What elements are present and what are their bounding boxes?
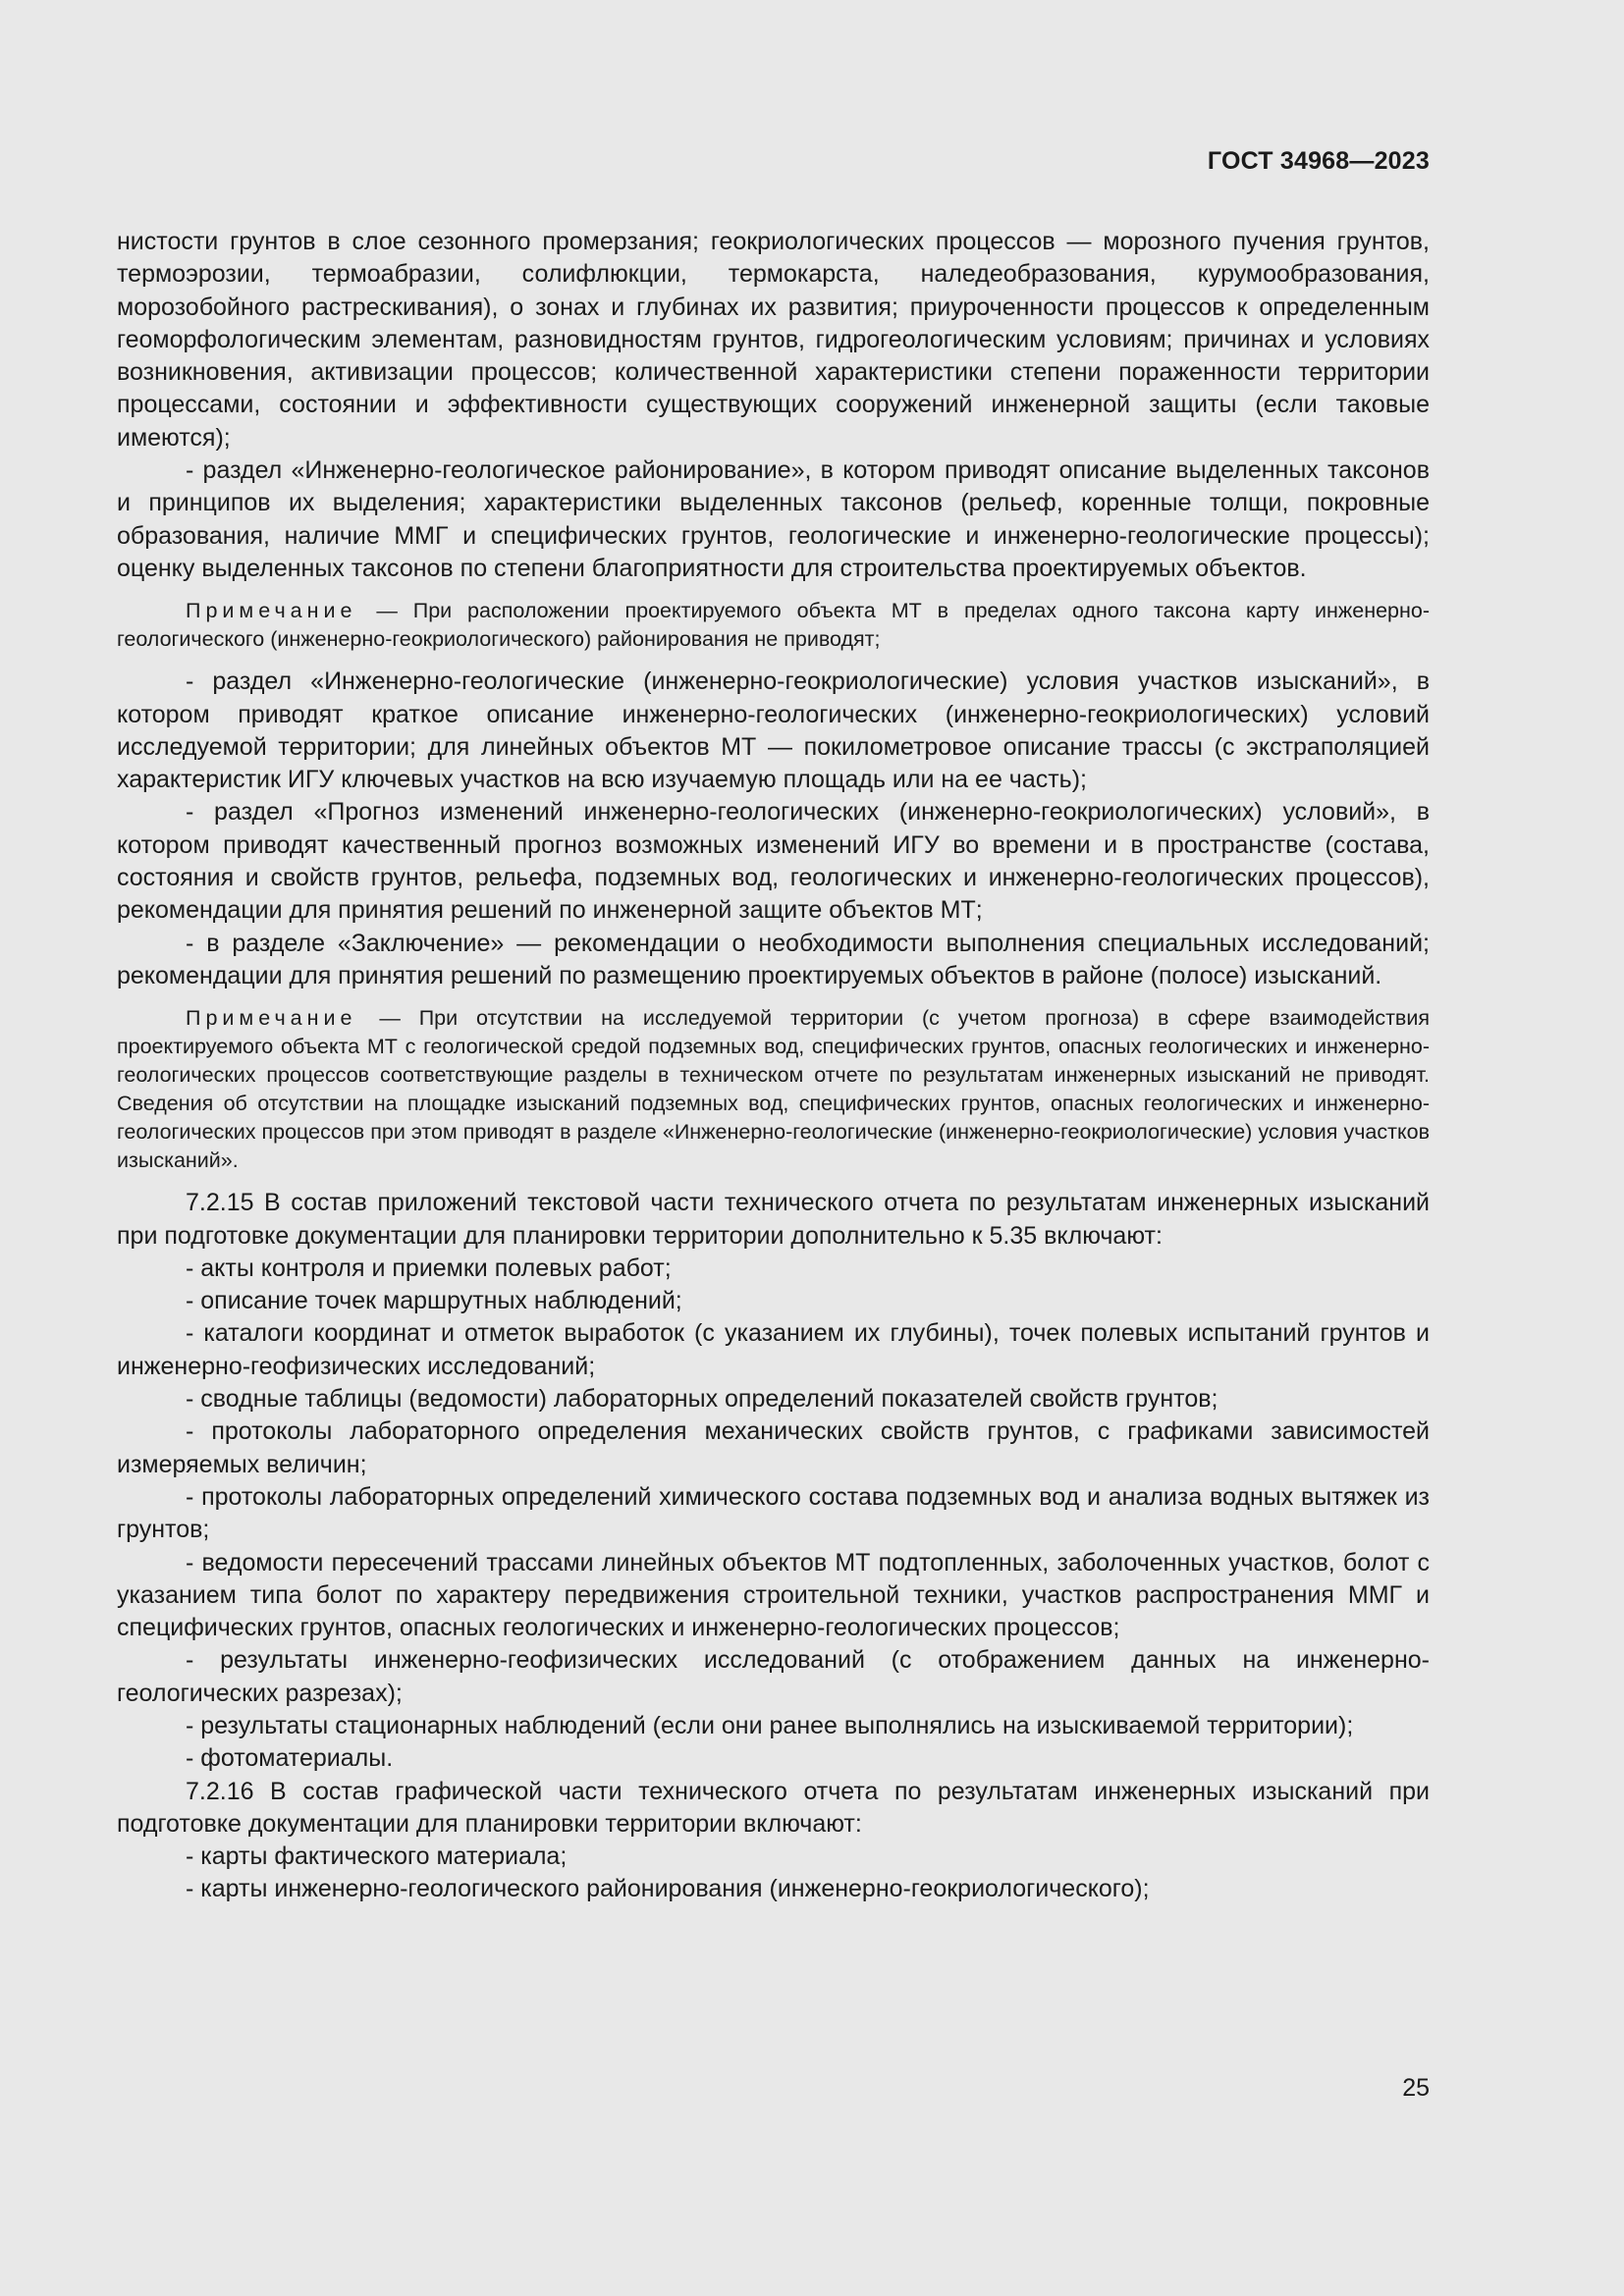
body-paragraph: - результаты стационарных наблюдений (если они ранее выполнялись на изыскиваемой территории); (186, 1711, 1354, 1739)
document-header: ГОСТ 34968—2023 (1207, 147, 1430, 175)
page-number: 25 (1402, 2074, 1430, 2102)
body-paragraph: - раздел «Прогноз изменений инженерно-геологических (инженерно-геокриологических) условий», в котором приводят качественный прогноз возможных изменений ИГУ во времени и в пространстве (состава, состояния и свойств грунтов, рельефа, подземных вод, геологических и инженерно-геологических процессов), рекомендации для принятия решений по инженерной защите объектов МТ; (117, 798, 1430, 925)
note-paragraph (117, 1004, 1430, 1175)
body-paragraph: - акты контроля и приемки полевых работ; (186, 1254, 672, 1282)
body-paragraph: - карты фактического материала; (186, 1842, 568, 1871)
body-paragraph: - протоколы лабораторных определений химического состава подземных вод и анализа водных вытяжек из грунтов; (117, 1482, 1430, 1544)
body-paragraph: - в разделе «Заключение» — рекомендации о необходимости выполнения специальных исследований; рекомендации для принятия решений по размещению проектируемых объектов в районе (полосе) изысканий. (117, 929, 1430, 989)
note-label: Примечание (186, 599, 357, 623)
body-paragraph: - результаты инженерно-геофизических исследований (с отображением данных на инженерно-геологических разрезах); (117, 1646, 1430, 1707)
body-paragraph: - карты инженерно-геологического районирования (инженерно-геокриологического); (186, 1875, 1150, 1903)
note-text: — При расположении проектируемого объекта МТ в пределах одного таксона карту инженерно-геологического (инженерно-геокриологического) районирования не приводят; (117, 599, 1430, 652)
body-paragraph: - протоколы лабораторного определения механических свойств грунтов, с графиками зависимостей измеряемых величин; (117, 1417, 1430, 1478)
body-paragraph: - раздел «Инженерно-геологическое районирование», в котором приводят описание выделенных таксонов и принципов их выделения; характеристики выделенных таксонов (рельеф, коренные толщи, покровные образования, наличие ММГ и специфических грунтов, геологические и инженерно-геологические процессы); оценку выделенных таксонов по степени благоприятности для строительства проектируемых объектов. (117, 456, 1430, 582)
body-paragraph: - фотоматериалы. (186, 1744, 394, 1773)
body-paragraph: - описание точек маршрутных наблюдений; (186, 1287, 682, 1315)
note-text: — При отсутствии на исследуемой территории (с учетом прогноза) в сфере взаимодействия проектируемого объекта МТ с геологической средой подземных вод, специфических грунтов, опасных геологических и инженерно-геологических процессов соответствующие разделы в техническом отчете по результатам инженерных изысканий не приводят. Сведения об отсутствии на площадке изысканий подземных вод, специфических грунтов, опасных геологических и инженерно-геологических процессов при этом приводят в разделе «Инженерно-геологические (инженерно-геокриологические) условия участков изысканий». (117, 1006, 1430, 1173)
body-paragraph: - раздел «Инженерно-геологические (инженерно-геокриологические) условия участков изысканий», в котором приводят краткое описание инженерно-геологических (инженерно-геокриологических) условий исследуемой территории; для линейных объектов МТ — покилометровое описание трассы (с экстраполяцией характеристик ИГУ ключевых участков на всю изучаемую площадь или на ее часть); (117, 667, 1430, 794)
body-paragraph: - ведомости пересечений трассами линейных объектов МТ подтопленных, заболоченных участков, болот с указанием типа болот по характеру передвижения строительной техники, участков распространения ММГ и специфических грунтов, опасных геологических и инженерно-геологических процессов; (117, 1548, 1430, 1642)
document-body (117, 226, 1430, 1906)
body-paragraph: 7.2.15 В состав приложений текстовой части технического отчета по результатам инженерных изысканий при подготовке документации для планировки территории дополнительно к 5.35 включают: (117, 1189, 1430, 1250)
body-paragraph: нистости грунтов в слое сезонного промерзания; геокриологических процессов — морозного пучения грунтов, термоэрозии, термоабразии, солифлюкции, термокарста, наледеобразования, курумообразования, морозобойного растрескивания), о зонах и глубинах их развития; приуроченности процессов к определенным геоморфологическим элементам, разновидностям грунтов, гидрогеологическим условиям; причинах и условиях возникновения, активизации процессов; количественной характеристики степени пораженности территории процессами, состоянии и эффективности существующих сооружений инженерной защиты (если таковые имеются); (117, 228, 1430, 452)
body-paragraph: 7.2.16 В состав графической части технического отчета по результатам инженерных изысканий при подготовке документации для планировки территории включают: (117, 1777, 1430, 1838)
body-paragraph: - каталоги координат и отметок выработок (с указанием их глубины), точек полевых испытаний грунтов и инженерно-геофизических исследований; (117, 1319, 1430, 1380)
note-paragraph (117, 597, 1430, 654)
body-paragraph: - сводные таблицы (ведомости) лабораторных определений показателей свойств грунтов; (186, 1385, 1218, 1414)
note-label: Примечание (186, 1006, 357, 1031)
